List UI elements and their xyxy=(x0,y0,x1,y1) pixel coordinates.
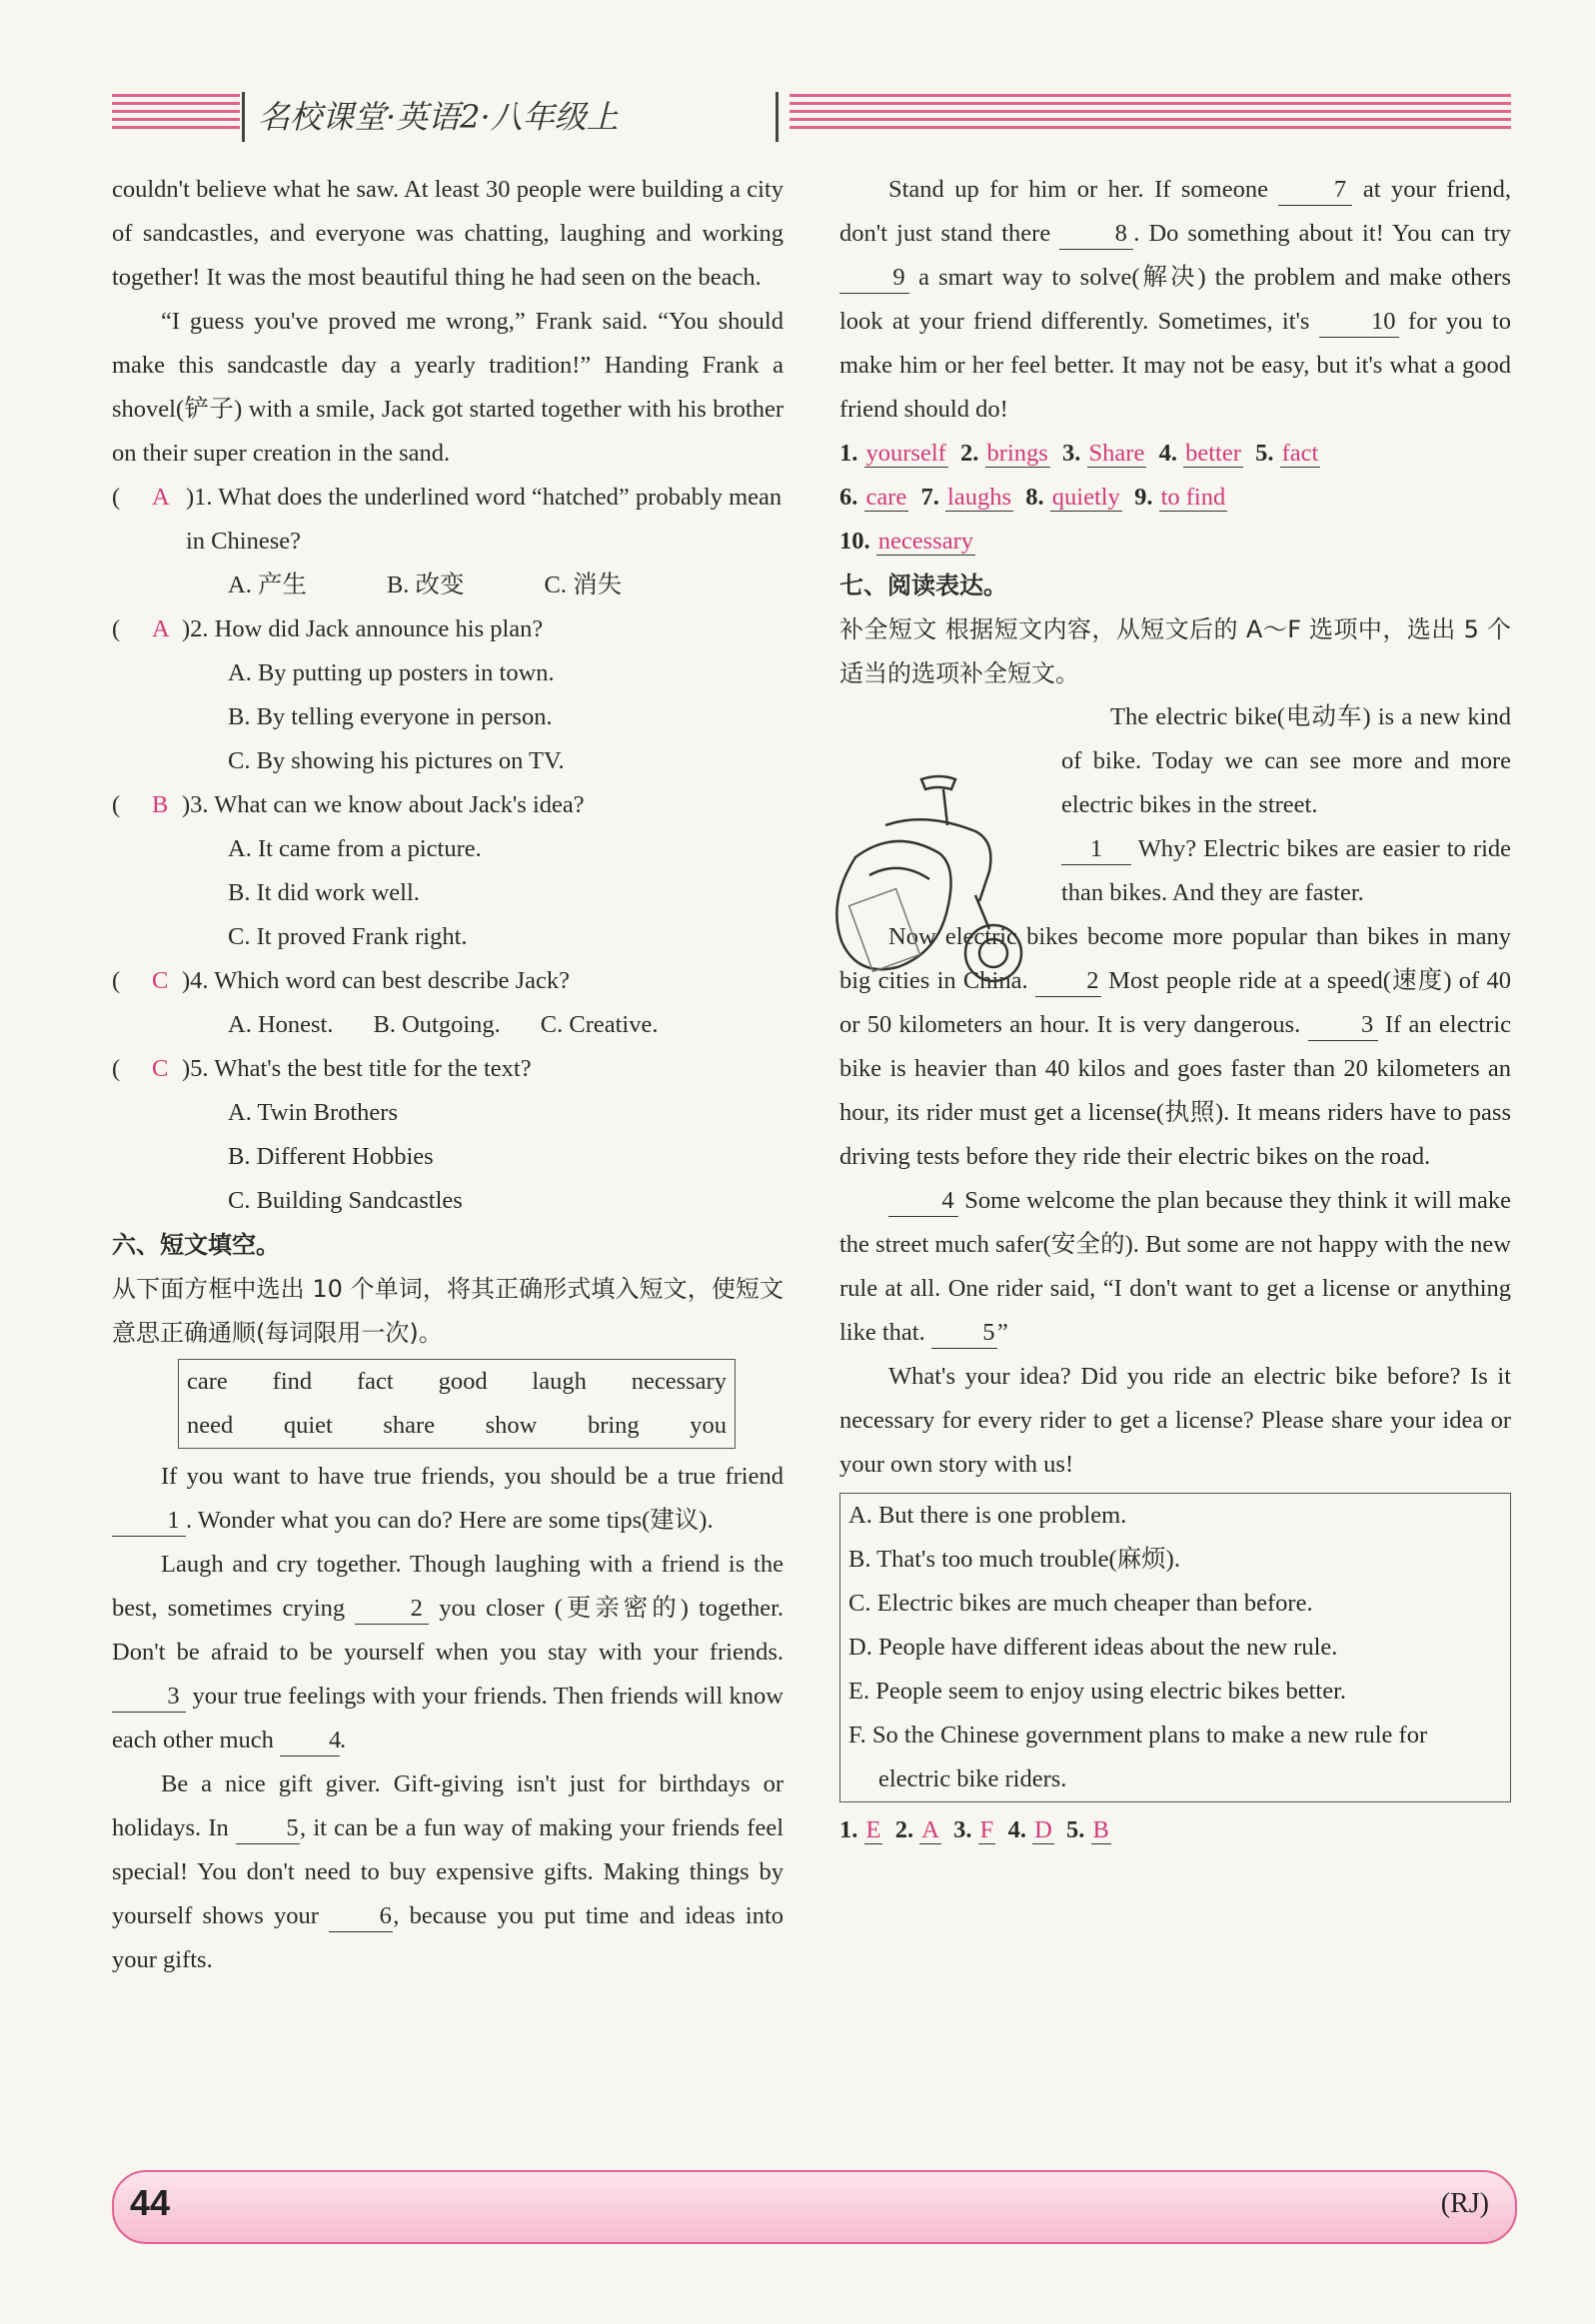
text: Laugh and cry together. Though laughing with a friend is the best, sometimes crying xyxy=(112,1551,784,1622)
word: you xyxy=(690,1412,727,1439)
option: C. Building Sandcastles xyxy=(228,1187,463,1214)
question-stem: )5. What's the best title for the text? xyxy=(182,1055,532,1082)
word: laugh xyxy=(532,1368,587,1395)
right-column xyxy=(839,168,1511,1852)
blank-10: 10 xyxy=(1319,307,1399,338)
answer-6-9: to find xyxy=(1160,484,1226,511)
blank-7: 7 xyxy=(1278,175,1352,206)
blank-6: 6 xyxy=(329,1901,393,1932)
word: show xyxy=(485,1412,538,1439)
passage-para-3 xyxy=(112,1762,784,1982)
blank-4: 4 xyxy=(280,1726,340,1756)
answer-4: C xyxy=(152,967,169,994)
header-rule-left xyxy=(112,94,240,140)
blank-r2: 2 xyxy=(1035,966,1101,997)
option: A. 产生 xyxy=(228,572,307,598)
page-footer xyxy=(112,2170,1517,2244)
passage-para-2: Laugh and cry together. Though laughing with a friend is the best, sometimes crying 2 you closer (更亲密的) together. Don't be afraid to be yourself when you stay with your friends. 3 your true feelings with your friends. Then friends will know each other much 4. xyxy=(112,1543,784,1762)
text: , because you put time and ideas into your gifts. xyxy=(112,1902,784,1973)
option-f: F. So the Chinese government plans to make a new rule for electric bike riders. xyxy=(848,1722,1428,1792)
text: Most people ride at a speed(速度) of 40 or 50 kilometers an hour. It is very dangerous. xyxy=(839,967,1512,1038)
header-title: 名校课堂·英语2·八年级上 xyxy=(258,98,619,136)
word-box xyxy=(178,1359,736,1449)
story-para-1: couldn't believe what he saw. At least 30 people were building a city of sandcastles, and everyone was chatting, laughing and working together! It was the most beautiful thing he had seen on the beach. xyxy=(112,176,784,291)
question-stem: )2. How did Jack announce his plan? xyxy=(182,615,544,642)
word: need xyxy=(187,1412,234,1439)
text: a smart way to solve(解决) the problem and make others look at your friend differently. Sometimes, it's xyxy=(839,264,1511,335)
blank-8: 8 xyxy=(1059,219,1133,250)
section-6-answers: 1. yourself 2. brings 3. Share 4. better 5. fact 6. care 7. laughs 8. quietly 9. to find 10. necessary xyxy=(839,440,1319,555)
question-stem: )1. What does the underlined word “hatched” probably mean in Chinese? xyxy=(186,484,783,555)
word: good xyxy=(438,1368,488,1395)
answer-6-2: brings xyxy=(986,440,1048,467)
question-4: ( C )4. Which word can best describe Jack? A. Honest. B. Outgoing. C. Creative. xyxy=(112,959,784,1047)
blank-r3: 3 xyxy=(1308,1010,1378,1041)
reading-para-3: 4 Some welcome the plan because they think it will make the street much safer(安全的). But some are not happy with the new rule at all. One rider said, “I don't want to get a license or anything like that. 5” xyxy=(839,1179,1511,1355)
text: If an electric bike is heavier than 40 kilos and goes faster than 20 kilometers an hour, its rider must get a license(执照). It means riders have to pass driving tests before they ride their electric bikes on the road. xyxy=(839,1011,1512,1170)
text: Now electric bikes become more popular than bikes in many big cities in China. xyxy=(839,923,1511,994)
question-stem: )3. What can we know about Jack's idea? xyxy=(182,791,585,818)
answer-7-3: F xyxy=(979,1816,994,1843)
word-box-row xyxy=(187,1360,727,1404)
word: care xyxy=(187,1368,228,1395)
option: A. It came from a picture. xyxy=(228,835,482,862)
option: C. By showing his pictures on TV. xyxy=(228,747,565,774)
option: B. By telling everyone in person. xyxy=(228,703,553,730)
blank-r1: 1 xyxy=(1061,834,1131,865)
option: B. Different Hobbies xyxy=(228,1143,434,1170)
option: B. 改变 xyxy=(386,572,465,598)
section-6-title: 六、短文填空。 xyxy=(112,1231,280,1259)
answer-6-10: necessary xyxy=(877,528,973,555)
text: your true feelings with your friends. Then friends will know each other much xyxy=(112,1683,784,1753)
question-5: ( C )5. What's the best title for the text? A. Twin Brothers B. Different Hobbies C. Building Sandcastles xyxy=(112,1047,784,1223)
passage-para-1 xyxy=(112,1455,784,1543)
story-para-2: “I guess you've proved me wrong,” Frank said. “You should make this sandcastle day a yearly tradition!” Handing Frank a shovel(铲子) with a smile, Jack got started together with his brother on their super creation in the sand. xyxy=(112,308,784,467)
word: quiet xyxy=(283,1412,333,1439)
option: A. Honest. xyxy=(228,1011,334,1038)
word: fact xyxy=(356,1368,394,1395)
text: you closer (更亲密的) together. Don't be afraid to be yourself when you stay with your friends. xyxy=(112,1595,785,1666)
answer-7-1: E xyxy=(865,1816,881,1843)
answer-6-3: Share xyxy=(1088,440,1145,467)
option: B. It did work well. xyxy=(228,879,420,906)
text: at your friend, don't just stand there xyxy=(839,176,1511,247)
text: The electric bike(电动车) is a new kind of bike. Today we can see more and more electric bikes in the street. xyxy=(1061,703,1511,818)
option: B. Outgoing. xyxy=(373,1011,501,1038)
text: Stand up for him or her. If someone xyxy=(888,176,1268,203)
text: Some welcome the plan because they think it will make the street much safer(安全的). But some are not happy with the new rule at all. One rider said, “I don't want to get a license or anything like that. xyxy=(839,1187,1511,1346)
question-list xyxy=(112,476,784,1223)
word: bring xyxy=(587,1412,640,1439)
answer-6-4: better xyxy=(1185,440,1241,467)
option: C. It proved Frank right. xyxy=(228,923,468,950)
blank-3: 3 xyxy=(112,1682,186,1713)
answer-6-1: yourself xyxy=(865,440,946,467)
left-column xyxy=(112,168,784,1982)
header-rule-right xyxy=(790,94,1511,140)
answer-7-4: D xyxy=(1034,1816,1052,1843)
section-7-title: 七、阅读表达。 xyxy=(839,572,1007,599)
section-6-instructions: 从下面方框中选出 10 个单词，将其正确形式填入短文，使短文意思正确通顺(每词限用一次)。 xyxy=(112,1275,784,1347)
answer-6-7: laughs xyxy=(947,484,1012,511)
blank-1: 1 xyxy=(112,1506,186,1537)
text: Why? Electric bikes are easier to ride than bikes. And they are faster. xyxy=(1061,835,1511,906)
edition-label: (RJ) xyxy=(1440,2188,1489,2219)
text: for you to make him or her feel better. It may not be easy, but it's what a good friend should do! xyxy=(839,308,1512,423)
blank-9: 9 xyxy=(839,263,909,294)
passage-para-4 xyxy=(839,168,1511,432)
answer-2: A xyxy=(152,615,170,642)
option-a: A. But there is one problem. xyxy=(848,1502,1127,1529)
text: . Wonder what you can do? Here are some tips(建议). xyxy=(186,1507,714,1534)
question-stem: )4. Which word can best describe Jack? xyxy=(182,967,570,994)
option-e: E. People seem to enjoy using electric bikes better. xyxy=(848,1678,1347,1705)
answer-6-8: quietly xyxy=(1051,484,1120,511)
option: C. 消失 xyxy=(544,572,623,598)
blank-5: 5 xyxy=(236,1813,300,1844)
answer-3: B xyxy=(152,791,169,818)
electric-bike-illustration xyxy=(825,765,1041,995)
option: C. Creative. xyxy=(540,1011,659,1038)
section-7-instructions: 补全短文 根据短文内容，从短文后的 A～F 选项中，选出 5 个适当的选项补全短文。 xyxy=(839,615,1511,687)
answer-7-2: A xyxy=(921,1816,939,1843)
text: Be a nice gift giver. Gift-giving isn't just for birthdays or holidays. In xyxy=(112,1770,784,1841)
page-number: 44 xyxy=(130,2182,171,2223)
section-7-answers: 1. E 2. A 3. F 4. D 5. B xyxy=(839,1816,1109,1843)
blank-r4: 4 xyxy=(888,1186,958,1217)
answer-6-5: fact xyxy=(1281,440,1319,467)
question-2: ( A )2. How did Jack announce his plan? A. By putting up posters in town. B. By telling everyone in person. C. By showing his pictures on TV. xyxy=(112,607,784,783)
answer-5: C xyxy=(152,1055,169,1082)
answer-1: A xyxy=(152,484,170,511)
text: . Do something about it! You can try xyxy=(1133,220,1512,247)
blank-r5: 5 xyxy=(931,1318,997,1349)
option: A. By putting up posters in town. xyxy=(228,659,555,686)
options-box xyxy=(839,1493,1511,1802)
word: find xyxy=(272,1368,313,1395)
blank-2: 2 xyxy=(355,1594,429,1625)
option: A. Twin Brothers xyxy=(228,1099,399,1126)
options-row xyxy=(112,1003,784,1047)
word: share xyxy=(383,1412,436,1439)
question-1: ( A )1. What does the underlined word “hatched” probably mean in Chinese? A. 产生 B. 改变 C. 消失 xyxy=(112,476,784,607)
header-divider-left xyxy=(242,92,245,142)
header-divider-right xyxy=(776,92,779,142)
option-b: B. That's too much trouble(麻烦). xyxy=(848,1546,1180,1573)
text: , it can be a fun way of making your friends feel special! You don't need to buy expensive gifts. Making things by yourself shows your xyxy=(112,1814,785,1929)
option-d: D. People have different ideas about the new rule. xyxy=(848,1634,1338,1661)
word-box-row xyxy=(187,1404,727,1448)
word: necessary xyxy=(631,1368,727,1395)
answer-6-6: care xyxy=(865,484,907,511)
text: If you want to have true friends, you should be a true friend xyxy=(161,1463,784,1490)
question-3: ( B )3. What can we know about Jack's idea? A. It came from a picture. B. It did work well. C. It proved Frank right. xyxy=(112,783,784,959)
options-row xyxy=(112,564,784,607)
answer-7-5: B xyxy=(1092,1816,1109,1843)
reading-para-4: What's your idea? Did you ride an electric bike before? Is it necessary for every rider to get a license? Please share your idea or your own story with us! xyxy=(839,1363,1511,1478)
option-c: C. Electric bikes are much cheaper than before. xyxy=(848,1590,1313,1617)
